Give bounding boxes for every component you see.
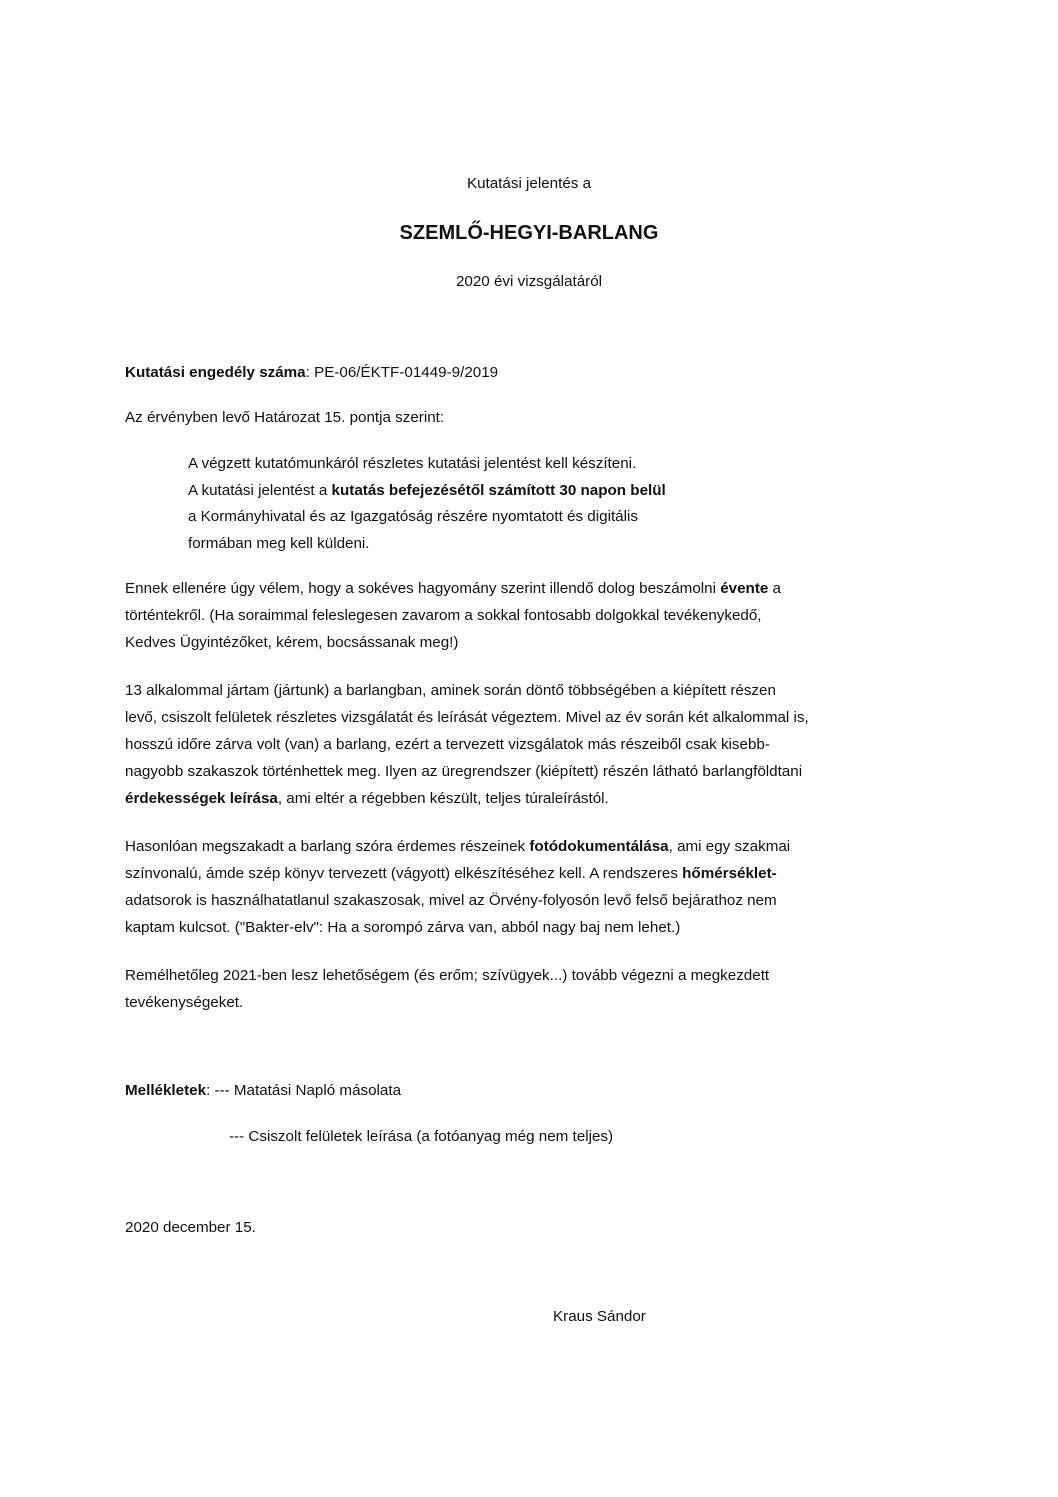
permit-value: : PE-06/ÉKTF-01449-9/2019	[305, 364, 499, 381]
quote-row	[188, 478, 838, 505]
paragraph-row: 13 alkalommal jártam (jártunk) a barlangban, aminek során döntő többségében a kiépített részen	[125, 682, 776, 699]
report-subtitle: 2020 évi vizsgálatáról	[455, 273, 603, 290]
text: a	[768, 580, 781, 597]
quote-row: formában meg kell küldeni.	[188, 534, 370, 552]
emphasis: fotódokumentálása	[529, 838, 669, 855]
text: , ami egy szakmai	[668, 838, 791, 855]
document-date: 2020 december 15.	[125, 1219, 256, 1236]
paragraph-row: hosszú időre zárva volt (van) a barlang, ezért a tervezett vizsgálatok más részeiből csak kisebb-	[125, 736, 770, 753]
text: Hasonlóan megszakadt a barlang szóra érdemes részeinek	[125, 838, 530, 855]
paragraph-row	[125, 833, 895, 860]
paragraph-4	[125, 962, 895, 1016]
quote-emphasis: kutatás befejezésétől számított 30 napon belül	[331, 481, 666, 499]
attachments-line	[125, 1081, 401, 1101]
attachments-label: Mellékletek	[125, 1082, 207, 1099]
paragraph-row	[125, 785, 895, 812]
paragraph-2	[125, 677, 895, 812]
paragraph-row: nagyobb szakaszok történhettek meg. Ilyen az üregrendszer (kiépített) részén látható barlangföldtani	[125, 763, 803, 780]
paragraph-row: történtekről. (Ha soraimmal feleslegesen zavarom a sokkal fontosabb dolgokkal tevékenykedő,	[125, 607, 762, 624]
paragraph-row	[125, 860, 895, 887]
attachment-item: --- Csiszolt felületek leírása (a fotóanyag még nem teljes)	[229, 1128, 614, 1145]
quoted-requirement	[188, 451, 838, 557]
paragraph-row: Remélhetőleg 2021-ben lesz lehetőségem (és erőm; szívügyek...) tovább végezni a megkezdett	[125, 967, 770, 984]
paragraph-3	[125, 833, 895, 941]
quote-row: A végzett kutatómunkáról részletes kutatási jelentést kell készíteni.	[188, 455, 637, 472]
permit-label: Kutatási engedély száma	[125, 364, 306, 381]
permit-line	[125, 363, 498, 383]
paragraph-row	[125, 575, 895, 602]
quote-text: A kutatási jelentést a	[188, 481, 332, 499]
paragraph-row: kaptam kulcsot. ("Bakter-elv": Ha a sorompó zárva van, abból nagy baj nem lehet.)	[125, 919, 681, 936]
paragraph-1	[125, 575, 895, 656]
report-title: SZEMLŐ-HEGYI-BARLANG	[399, 222, 659, 244]
emphasis: hőmérséklet-	[682, 865, 777, 882]
paragraph-row: adatsorok is használhatatlanul szakaszosak, mivel az Örvény-folyosón levő felső bejárathoz nem	[125, 892, 777, 909]
attachment-item: : --- Matatási Napló másolata	[206, 1082, 402, 1099]
quote-row: a Kormányhivatal és az Igazgatóság részére nyomtatott és digitális	[188, 508, 638, 525]
signature-name: Kraus Sándor	[553, 1308, 646, 1325]
text: színvonalú, ámde szép könyv tervezett (vágyott) elkészítéséhez kell. A rendszeres	[125, 865, 683, 882]
report-intro-line: Kutatási jelentés a	[466, 175, 592, 192]
emphasis: érdekességek leírása	[125, 790, 278, 807]
decision-intro: Az érvényben levő Határozat 15. pontja szerint:	[125, 409, 445, 426]
paragraph-row: levő, csiszolt felületek részletes vizsgálatát és leírását végeztem. Mivel az év során két alkalommal is,	[125, 709, 809, 726]
paragraph-row: Kedves Ügyintézőket, kérem, bocsássanak meg!)	[125, 634, 459, 651]
paragraph-row: tevékenységeket.	[125, 994, 244, 1011]
emphasis: évente	[720, 580, 769, 597]
text: Ennek ellenére úgy vélem, hogy a sokéves hagyomány szerint illendő dolog beszámolni	[125, 580, 721, 597]
text: , ami eltér a régebben készült, teljes túraleírástól.	[277, 790, 609, 807]
